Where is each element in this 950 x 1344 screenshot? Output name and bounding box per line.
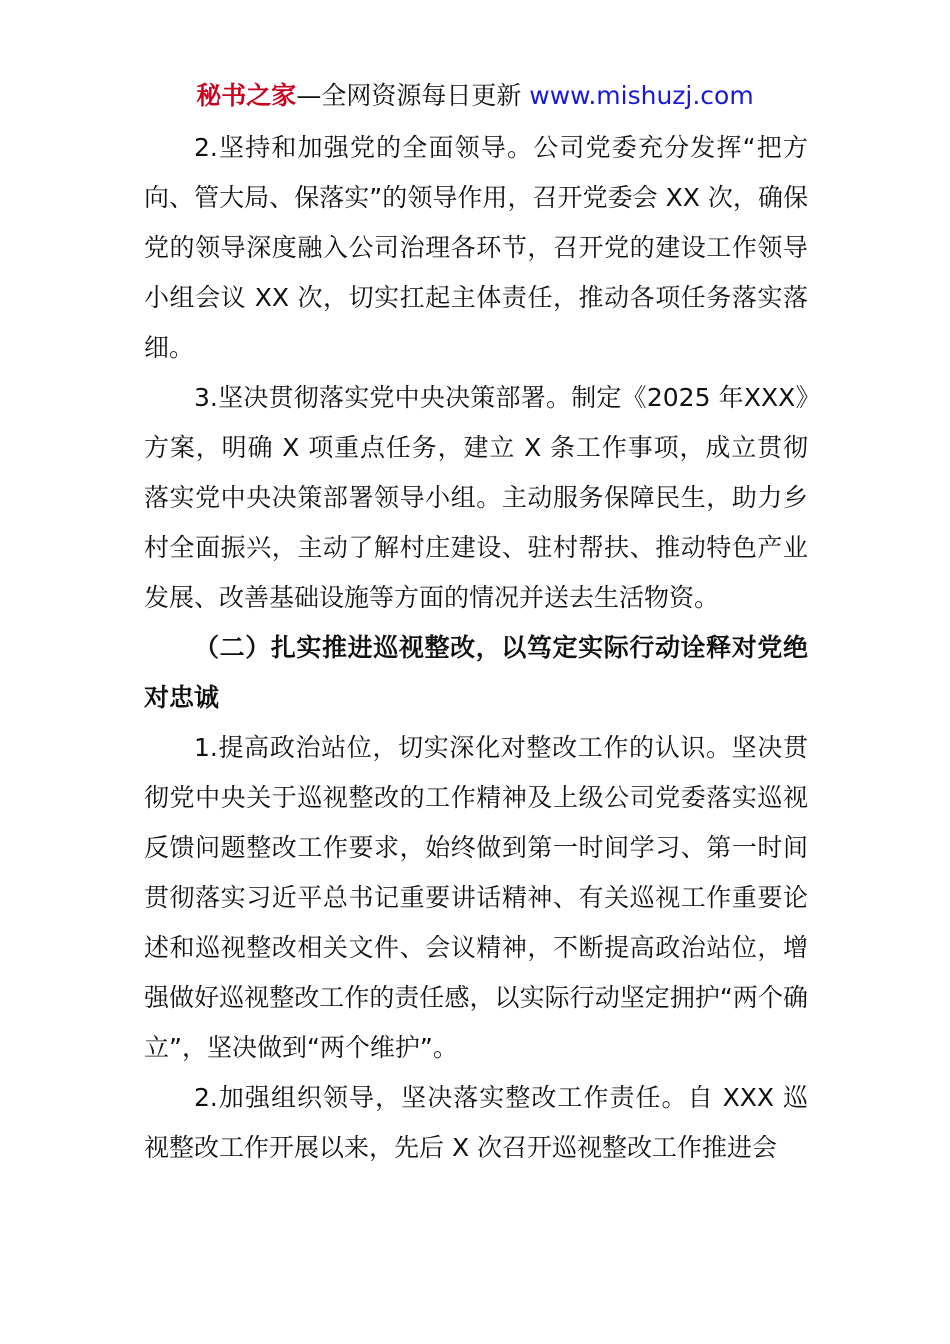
header-slogan: —全网资源每日更新: [296, 81, 522, 110]
brand-name: 秘书之家: [196, 81, 297, 110]
paragraph-organizational-leadership: 2.加强组织领导，坚决落实整改工作责任。自 XXX 巡视整改工作开展以来，先后 X 次召开巡视整改工作推进会: [144, 1083, 808, 1162]
paragraph-political-standing: 1.提高政治站位，切实深化对整改工作的认识。坚决贯彻党中央关于巡视整改的工作精神及上级公司党委落实巡视反馈问题整改工作要求，始终做到第一时间学习、第一时间贯彻落实习近平总书记重要讲话精神、有关巡视工作重要论述和巡视整改相关文件、会议精神，不断提高政治站位，增强做好巡视整改工作的责任感，以实际行动坚定拥护“两个确立”，坚决做到“两个维护”。: [144, 733, 808, 1062]
page-header: [0, 78, 950, 114]
section-heading-inspection-rectification: （二）扎实推进巡视整改，以笃定实际行动诠释对党绝对忠诚: [144, 633, 808, 712]
site-url[interactable]: www.mishuzj.com: [529, 81, 754, 110]
paragraph-central-decisions: 3.坚决贯彻落实党中央决策部署。制定《2025 年XXX》方案，明确 X 项重点任务，建立 X 条工作事项，成立贯彻落实党中央决策部署领导小组。主动服务保障民生，助力乡村全面振兴，主动了解村庄建设、驻村帮扶、推动特色产业发展、改善基础设施等方面的情况并送去生活物资。: [144, 383, 808, 612]
document-body: [144, 123, 808, 1173]
paragraph-party-leadership: 2.坚持和加强党的全面领导。公司党委充分发挥“把方向、管大局、保落实”的领导作用，召开党委会 XX 次，确保党的领导深度融入公司治理各环节，召开党的建设工作领导小组会议 XX 次，切实扛起主体责任，推动各项任务落实落细。: [144, 133, 808, 362]
